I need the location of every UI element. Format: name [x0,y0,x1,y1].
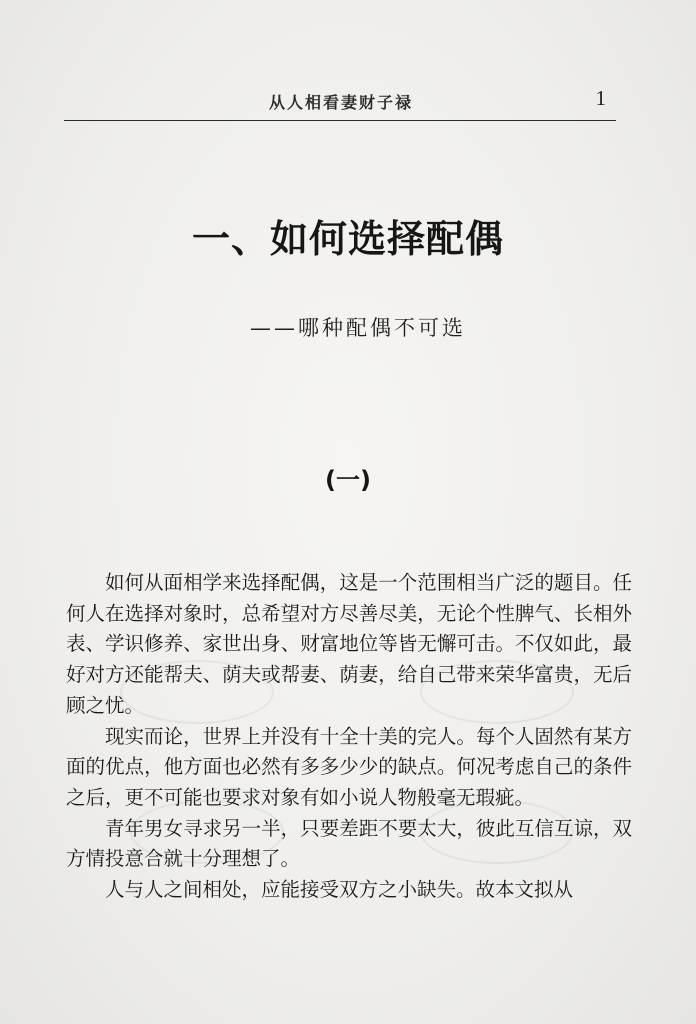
paragraph: 人与人之间相处，应能接受双方之小缺失。故本文拟从 [105,878,574,902]
paragraph: 现实而论，世界上并没有十全十美的完人。每个人固然有某方面的优点，他方面也必然有多多少少的缺点。何况考虑自己的条件之后，更不可能也要求对象有如小说人物般毫无瑕疵。 [66,724,632,809]
body-text [66,568,632,906]
running-header [64,84,616,121]
paragraph: 如何从面相学来选择配偶，这是一个范围相当广泛的题目。任何人在选择对象时，总希望对方尽善尽美，无论个性脾气、长相外表、学识修养、家世出身、财富地位等皆无懈可击。不仅如此，最好对方还能帮夫、荫夫或帮妻、荫妻，给自己带来荣华富贵，无后顾之忧。 [66,571,632,717]
section-number: (一) [325,466,371,494]
running-header-title: 从人相看妻财子禄 [269,93,414,112]
chapter-title: 一、如何选择配偶 [191,217,504,261]
chapter-subtitle: ——哪种配偶不可选 [250,316,466,340]
page-number: 1 [595,86,606,110]
paragraph: 青年男女寻求另一半，只要差距不要太大，彼此互信互谅，双方情投意合就十分理想了。 [66,816,632,871]
